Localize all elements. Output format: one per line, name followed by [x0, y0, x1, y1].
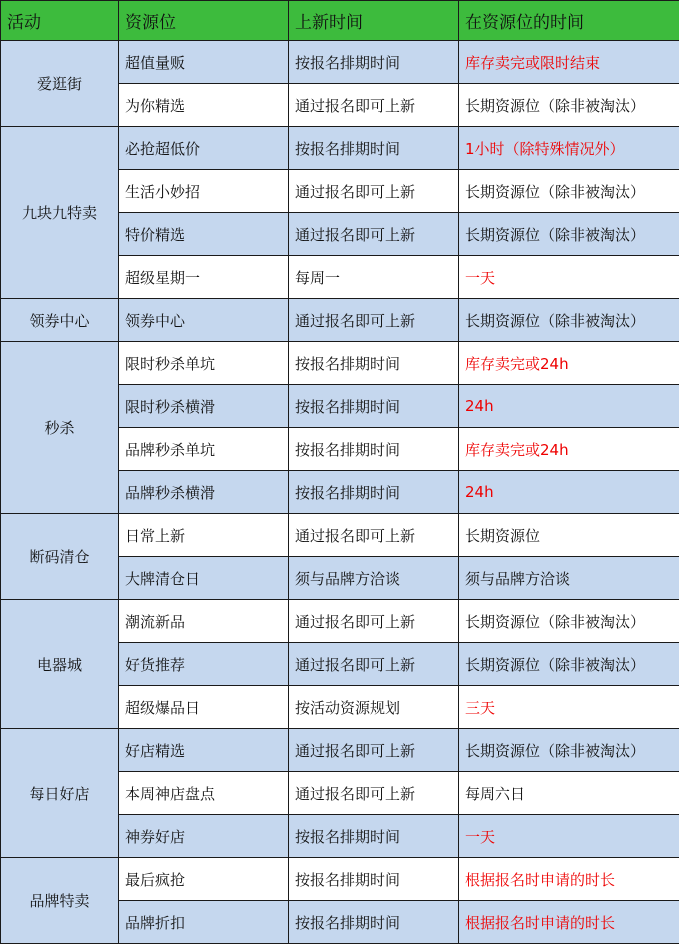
resource-cell: 潮流新品: [119, 600, 289, 643]
resource-cell: 好货推荐: [119, 643, 289, 686]
resource-cell: 为你精选: [119, 84, 289, 127]
duration-cell: 一天: [459, 256, 679, 299]
launch-time-cell: 通过报名即可上新: [289, 772, 459, 815]
duration-cell: 24h: [459, 471, 679, 514]
duration-cell: 根据报名时申请的时长: [459, 858, 679, 901]
activity-cell: 断码清仓: [1, 514, 119, 600]
duration-cell: 长期资源位（除非被淘汰）: [459, 643, 679, 686]
launch-time-cell: 按报名排期时间: [289, 41, 459, 84]
header-duration: 在资源位的时间: [459, 1, 679, 41]
duration-cell: 24h: [459, 385, 679, 428]
duration-cell: 根据报名时申请的时长: [459, 901, 679, 944]
resource-cell: 领券中心: [119, 299, 289, 342]
resource-cell: 品牌秒杀横滑: [119, 471, 289, 514]
launch-time-cell: 通过报名即可上新: [289, 84, 459, 127]
resource-cell: 必抢超低价: [119, 127, 289, 170]
table-row: [1, 858, 679, 901]
launch-time-cell: 通过报名即可上新: [289, 729, 459, 772]
header-row: [1, 1, 679, 41]
resource-cell: 超值量贩: [119, 41, 289, 84]
duration-cell: 一天: [459, 815, 679, 858]
resource-cell: 超级星期一: [119, 256, 289, 299]
activity-cell: 电器城: [1, 600, 119, 729]
launch-time-cell: 按活动资源规划: [289, 686, 459, 729]
duration-cell: 须与品牌方洽谈: [459, 557, 679, 600]
header-activity: 活动: [1, 1, 119, 41]
launch-time-cell: 按报名排期时间: [289, 815, 459, 858]
launch-time-cell: 按报名排期时间: [289, 342, 459, 385]
duration-cell: 库存卖完或24h: [459, 342, 679, 385]
resource-cell: 生活小妙招: [119, 170, 289, 213]
resource-cell: 限时秒杀横滑: [119, 385, 289, 428]
launch-time-cell: 按报名排期时间: [289, 428, 459, 471]
duration-cell: 长期资源位（除非被淘汰）: [459, 84, 679, 127]
resource-cell: 品牌秒杀单坑: [119, 428, 289, 471]
activity-cell: 每日好店: [1, 729, 119, 858]
launch-time-cell: 通过报名即可上新: [289, 643, 459, 686]
activity-cell: 九块九特卖: [1, 127, 119, 299]
table-header: [1, 1, 679, 41]
launch-time-cell: 按报名排期时间: [289, 385, 459, 428]
duration-cell: 库存卖完或限时结束: [459, 41, 679, 84]
table-body: [1, 41, 679, 944]
table-row: [1, 600, 679, 643]
activity-cell: 品牌特卖: [1, 858, 119, 944]
activity-cell: 领券中心: [1, 299, 119, 342]
activity-cell: 秒杀: [1, 342, 119, 514]
duration-cell: 长期资源位（除非被淘汰）: [459, 299, 679, 342]
duration-cell: 库存卖完或24h: [459, 428, 679, 471]
table-row: [1, 342, 679, 385]
resource-cell: 本周神店盘点: [119, 772, 289, 815]
launch-time-cell: 通过报名即可上新: [289, 170, 459, 213]
resource-cell: 限时秒杀单坑: [119, 342, 289, 385]
launch-time-cell: 须与品牌方洽谈: [289, 557, 459, 600]
resource-cell: 大牌清仓日: [119, 557, 289, 600]
resource-cell: 品牌折扣: [119, 901, 289, 944]
duration-cell: 长期资源位（除非被淘汰）: [459, 213, 679, 256]
header-resource: 资源位: [119, 1, 289, 41]
activity-cell: 爱逛街: [1, 41, 119, 127]
launch-time-cell: 通过报名即可上新: [289, 213, 459, 256]
duration-cell: 长期资源位（除非被淘汰）: [459, 729, 679, 772]
launch-time-cell: 按报名排期时间: [289, 858, 459, 901]
table-row: [1, 729, 679, 772]
launch-time-cell: 按报名排期时间: [289, 127, 459, 170]
launch-time-cell: 每周一: [289, 256, 459, 299]
table-row: [1, 127, 679, 170]
header-launch-time: 上新时间: [289, 1, 459, 41]
resource-cell: 好店精选: [119, 729, 289, 772]
resource-cell: 超级爆品日: [119, 686, 289, 729]
launch-time-cell: 通过报名即可上新: [289, 600, 459, 643]
duration-cell: 1小时（除特殊情况外）: [459, 127, 679, 170]
duration-cell: 长期资源位: [459, 514, 679, 557]
launch-time-cell: 通过报名即可上新: [289, 299, 459, 342]
duration-cell: 长期资源位（除非被淘汰）: [459, 170, 679, 213]
duration-cell: 长期资源位（除非被淘汰）: [459, 600, 679, 643]
duration-cell: 每周六日: [459, 772, 679, 815]
resource-cell: 日常上新: [119, 514, 289, 557]
duration-cell: 三天: [459, 686, 679, 729]
launch-time-cell: 按报名排期时间: [289, 901, 459, 944]
table-row: [1, 41, 679, 84]
resource-cell: 神券好店: [119, 815, 289, 858]
resource-cell: 最后疯抢: [119, 858, 289, 901]
table-row: [1, 299, 679, 342]
launch-time-cell: 按报名排期时间: [289, 471, 459, 514]
table-row: [1, 514, 679, 557]
resource-cell: 特价精选: [119, 213, 289, 256]
launch-time-cell: 通过报名即可上新: [289, 514, 459, 557]
